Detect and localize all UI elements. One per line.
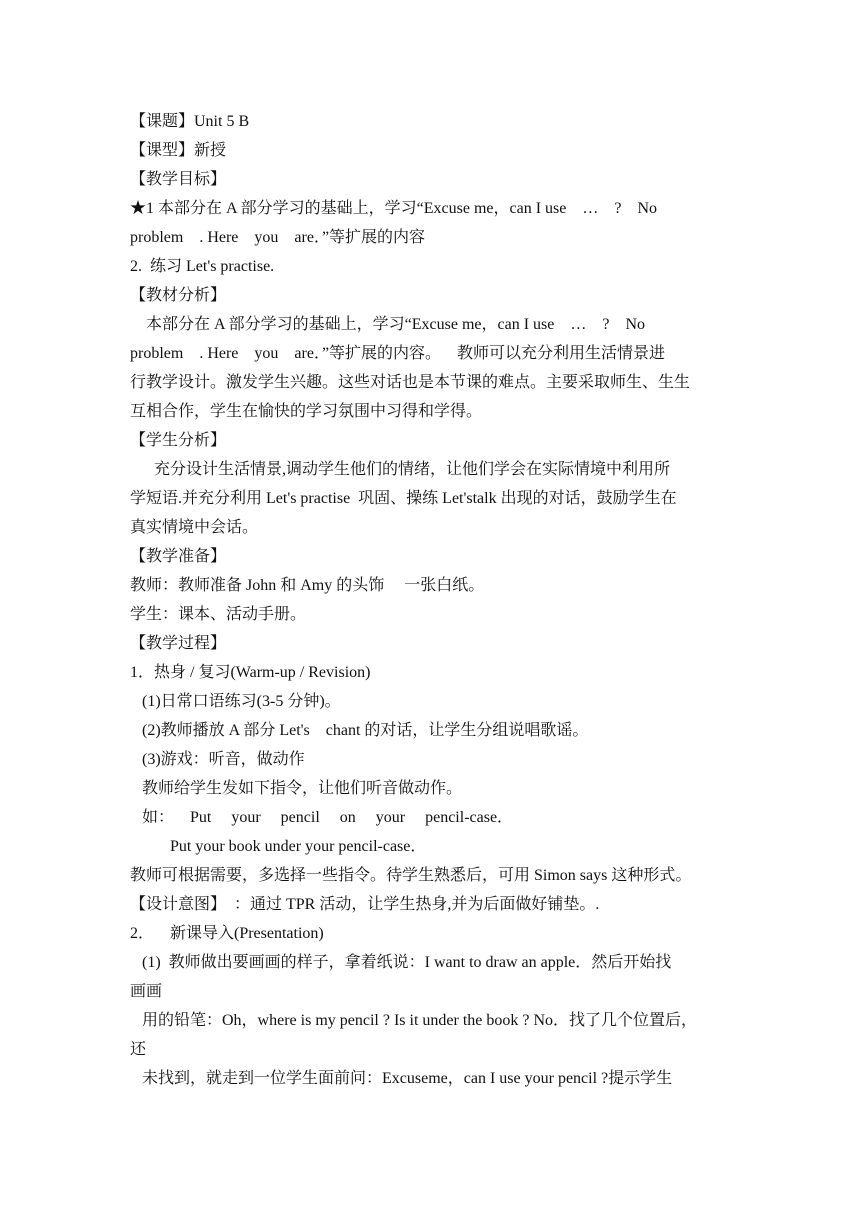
process-step-2-heading: 2． 新课导入(Presentation) [130,925,324,942]
process-step-2-line-4: 还 [130,1041,147,1058]
material-analysis-line-1: 本部分在 A 部分学习的基础上，学习“Excuse me，can I use … ? No [130,316,646,333]
section-heading-preparation: 【教学准备】 [130,548,227,565]
design-intent-line: 【设计意图】 ：通过 TPR 活动，让学生热身,并为后面做好铺垫。. [130,896,600,913]
process-example-line-1: 如： Put your pencil on your pencil-case． [130,809,514,826]
lesson-type-line: 【课型】新授 [130,142,227,159]
objective-line-2: 2. 练习 Let's practise. [130,258,275,275]
section-heading-student-analysis: 【学生分析】 [130,432,227,449]
section-heading-material-analysis: 【教材分析】 [130,287,227,304]
student-analysis-line-2: 学短语.并充分利用 Let's practise 巩固、操练 Let'stalk 出现的对话，鼓励学生在 [130,490,677,507]
material-analysis-line-4: 互相合作，学生在愉快的学习氛围中习得和学得。 [130,403,483,420]
preparation-teacher-line: 教师：教师准备 John 和 Amy 的头饰 一张白纸。 [130,577,485,594]
process-note-line: 教师可根据需要，多选择一些指令。待学生熟悉后，可用 Simon says 这种形式。 [130,867,692,884]
lesson-title-line: 【课题】Unit 5 B [130,113,250,130]
student-analysis-line-3: 真实情境中会话。 [130,519,259,536]
process-step-2-line-2: 画画 [130,983,163,1000]
process-step-1-item-1: (1)日常口语练习(3-5 分钟)。 [130,693,341,710]
objective-line-1: ★1 本部分在 A 部分学习的基础上，学习“Excuse me，can I use … ? No [130,200,658,217]
objective-line-1-cont: problem . Here you are．”等扩展的内容 [130,229,426,246]
section-heading-objectives: 【教学目标】 [130,171,227,188]
material-analysis-line-2: problem . Here you are．”等扩展的内容。 教师可以充分利用生活情景进 [130,345,666,362]
process-example-line-2: Put your book under your pencil-case． [130,838,427,855]
process-step-1-heading: 1．热身 / 复习(Warm-up / Revision) [130,664,371,681]
preparation-student-line: 学生：课本、活动手册。 [130,606,307,623]
student-analysis-line-1: 充分设计生活情景,调动学生他们的情绪，让他们学会在实际情境中利用所 [130,461,671,478]
process-step-2-line-1: (1) 教师做出要画画的样子，拿着纸说：I want to draw an apple．然后开始找 [130,954,672,971]
process-step-2-line-5: 未找到，就走到一位学生面前问：Excuseme，can I use your pencil ?提示学生 [130,1070,673,1087]
material-analysis-line-3: 行教学设计。激发学生兴趣。这些对话也是本节课的难点。主要采取师生、生生 [130,374,691,391]
process-instruction-line: 教师给学生发如下指令，让他们听音做动作。 [130,780,463,797]
process-step-1-item-2: (2)教师播放 A 部分 Let's chant 的对话，让学生分组说唱歌谣。 [130,722,589,739]
process-step-1-item-3: (3)游戏：听音，做动作 [130,751,305,768]
process-step-2-line-3: 用的铅笔：Oh，where is my pencil ? Is it under the book ? No．找了几个位置后， [130,1012,698,1029]
section-heading-process: 【教学过程】 [130,635,227,652]
